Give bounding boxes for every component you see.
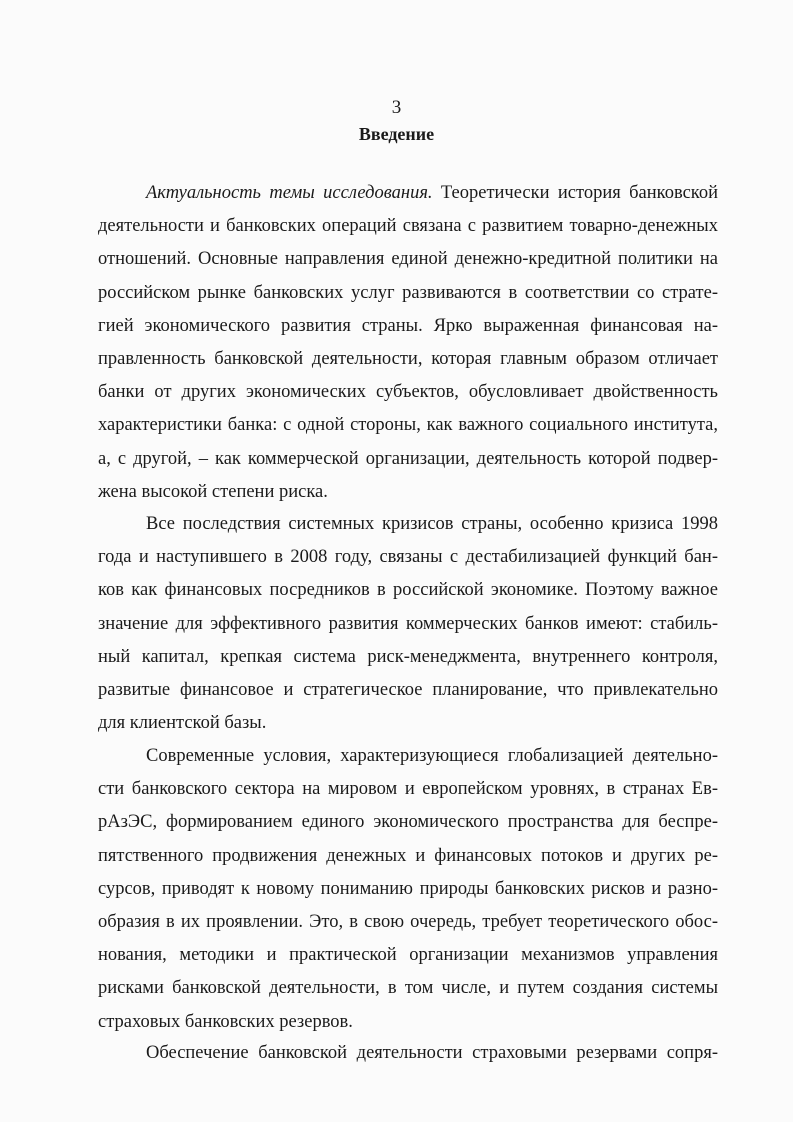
paragraph-line: для клиентской базы. xyxy=(98,713,267,734)
paragraph-line: правленность банковской деятельности, которая главным образом отличает xyxy=(98,348,718,369)
paragraph-line: характеристики банка: с одной стороны, как важного социального института, xyxy=(98,415,718,436)
paragraph-line: сти банковского сектора на мировом и европейском уровнях, в странах Ев- xyxy=(98,779,718,800)
paragraph-line: Обеспечение банковской деятельности страховыми резервами сопря- xyxy=(146,1043,718,1063)
paragraph-line: значение для эффективного развития коммерческих банков имеют: стабиль- xyxy=(98,613,718,634)
paragraph-line: жена высокой степени риска. xyxy=(98,481,328,502)
paragraph-line: банки от других экономических субъектов, обусловливает двойственность xyxy=(98,382,718,403)
line-text: Теоретически история банковской xyxy=(432,183,718,203)
paragraph-line: сурсов, приводят к новому пониманию природы банковских рисков и разно- xyxy=(98,878,718,899)
section-title: Введение xyxy=(358,124,435,144)
paragraph-line: образия в их проявлении. Это, в свою очередь, требует теоретического обос- xyxy=(98,911,718,932)
paragraph-line: страховых банковских резервов. xyxy=(98,1011,353,1032)
paragraph-line: рисками банковской деятельности, в том числе, и путем создания системы xyxy=(98,978,718,999)
paragraph-insurance-reserves xyxy=(98,1037,718,1070)
paragraph-line: Все последствия системных кризисов страны, особенно кризиса 1998 xyxy=(146,514,718,534)
paragraph-line: Современные условия, характеризующиеся глобализацией деятельно- xyxy=(146,746,718,766)
paragraph-line: нования, методики и практической организации механизмов управления xyxy=(98,945,718,966)
paragraph-line: ков как финансовых посредников в российской экономике. Поэтому важное xyxy=(98,580,718,601)
italic-lead: Актуальность темы исследования. xyxy=(146,183,433,203)
paragraph-line: российском рынке банковских услуг развиваются в соответствии со страте- xyxy=(98,282,718,303)
paragraph-line: гией экономического развития страны. Ярко выраженная финансовая на- xyxy=(98,315,718,336)
paragraph-crises xyxy=(98,508,718,740)
paragraph-line: пятственного продвижения денежных и финансовых потоков и других ре- xyxy=(98,845,718,866)
paragraph-line: рАзЭС, формированием единого экономического пространства для беспре- xyxy=(98,812,718,833)
paragraph-line: а, с другой, – как коммерческой организации, деятельность которой подвер- xyxy=(98,448,718,469)
paragraph-line: года и наступившего в 2008 году, связаны с дестабилизацией функций бан- xyxy=(98,547,718,568)
paragraph-line: ный капитал, крепкая система риск-менеджмента, внутреннего контроля, xyxy=(98,646,718,667)
paragraph-line: развитые финансовое и стратегическое планирование, что привлекательно xyxy=(98,679,718,700)
paragraph-line: отношений. Основные направления единой денежно-кредитной политики на xyxy=(98,249,718,270)
paragraph-line xyxy=(98,177,718,210)
paragraph-relevance xyxy=(98,177,718,509)
page-number: 3 xyxy=(391,97,402,118)
paragraph-modern-conditions xyxy=(98,740,718,1039)
paragraph-line: деятельности и банковских операций связана с развитием товарно-денежных xyxy=(98,216,718,237)
